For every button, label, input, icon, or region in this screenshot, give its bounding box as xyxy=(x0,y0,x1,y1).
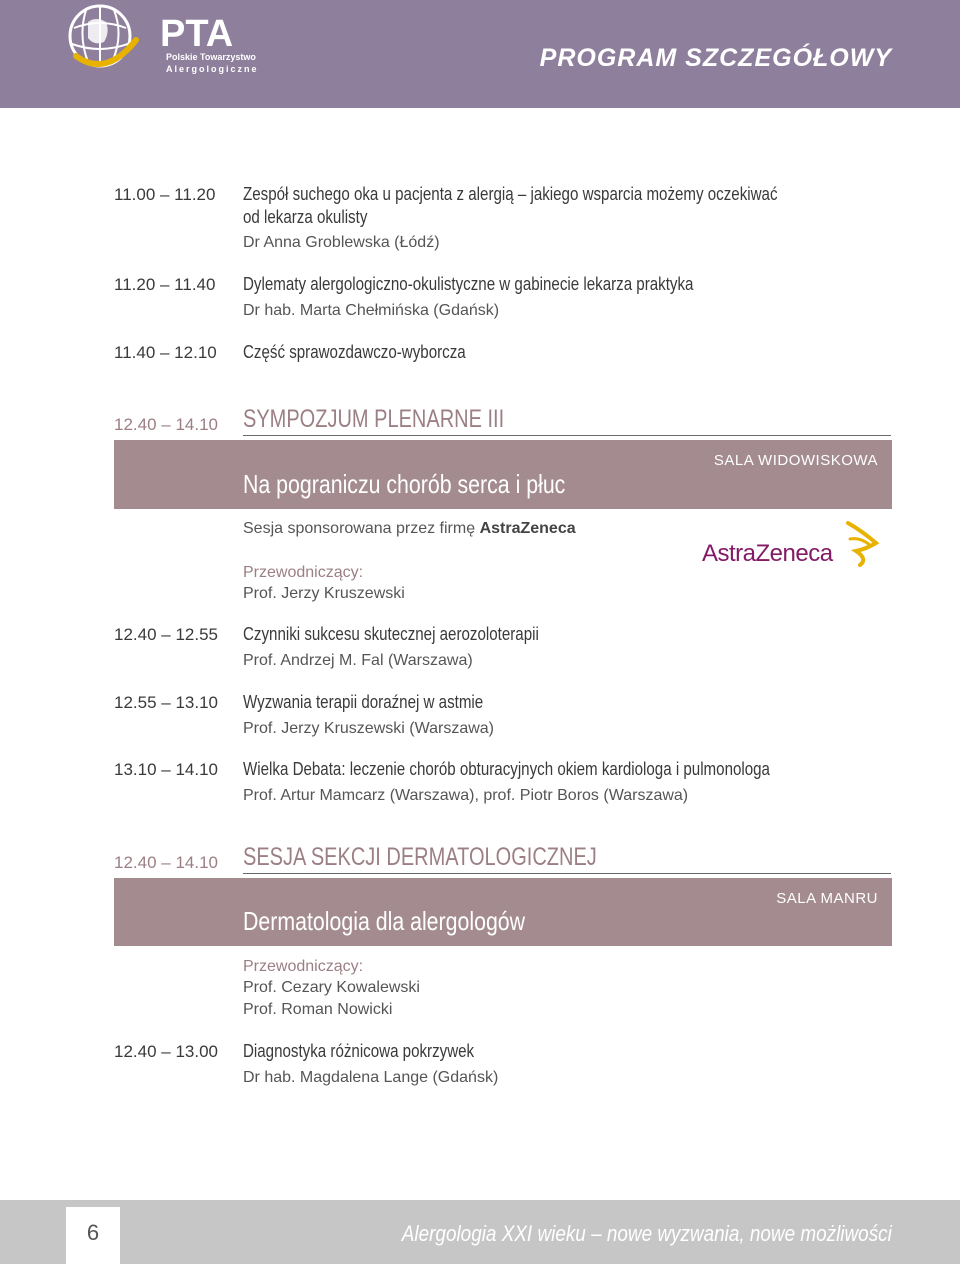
derm-session-heading: SESJA SEKCJI DERMATOLOGICZNEJ xyxy=(243,843,597,871)
talk-title: Wyzwania terapii doraźnej w astmie xyxy=(243,692,484,712)
page-number: 6 xyxy=(86,1220,100,1245)
band-title: Na pograniczu chorób serca i płuc xyxy=(243,469,566,499)
chair-label: Przewodniczący: xyxy=(243,958,364,975)
divider xyxy=(243,435,891,436)
sponsor-note xyxy=(243,520,576,538)
pta-logo xyxy=(66,0,266,80)
section-title: PROGRAM SZCZEGÓŁOWY xyxy=(539,44,892,72)
talk-title: Diagnostyka różnicowa pokrzywek xyxy=(243,1041,475,1061)
session-band xyxy=(114,440,892,509)
chair-label: Przewodniczący: xyxy=(243,564,364,581)
chair-name: Prof. Cezary Kowalewski xyxy=(243,979,420,996)
astrazeneca-logo xyxy=(700,515,882,567)
divider xyxy=(243,873,891,874)
room-label: SALA MANRU xyxy=(776,890,878,907)
talk-time: 12.55 – 13.10 xyxy=(114,693,218,712)
logo-line2: Alergologiczne xyxy=(166,64,259,74)
session-title: Część sprawozdawczo-wyborcza xyxy=(243,342,466,362)
talk-title: Czynniki sukcesu skutecznej aerozoloterapii xyxy=(243,624,539,644)
talk-time: 12.40 – 13.00 xyxy=(114,1042,218,1061)
sponsor-name: AstraZeneca xyxy=(479,520,576,537)
session-time: 11.20 – 11.40 xyxy=(114,275,216,294)
room-label: SALA WIDOWISKOWA xyxy=(713,452,878,469)
talk-speaker: Dr hab. Magdalena Lange (Gdańsk) xyxy=(243,1069,499,1086)
logo-abbr: PTA xyxy=(160,13,234,55)
globe-icon xyxy=(70,6,136,66)
talk-speaker: Prof. Andrzej M. Fal (Warszawa) xyxy=(243,652,473,669)
session-title-line-2: od lekarza okulisty xyxy=(243,207,368,227)
session-speaker: Dr hab. Marta Chełmińska (Gdańsk) xyxy=(243,302,500,319)
session-band xyxy=(114,878,892,946)
derm-session-time: 12.40 – 14.10 xyxy=(114,853,218,872)
talk-speaker: Prof. Artur Mamcarz (Warszawa), prof. Piotr Boros (Warszawa) xyxy=(243,787,689,804)
band-title: Dermatologia dla alergologów xyxy=(243,906,526,936)
talk-time: 12.40 – 12.55 xyxy=(114,625,218,644)
symposium-time: 12.40 – 14.10 xyxy=(114,415,218,434)
symposium-heading: SYMPOZJUM PLENARNE III xyxy=(243,405,505,433)
chair-name: Prof. Jerzy Kruszewski xyxy=(243,585,405,602)
session-speaker: Dr Anna Groblewska (Łódź) xyxy=(243,234,440,251)
talk-speaker: Prof. Jerzy Kruszewski (Warszawa) xyxy=(243,720,494,737)
sponsor-prefix: Sesja sponsorowana przez firmę xyxy=(243,520,476,537)
footer-text: Alergologia XXI wieku – nowe wyzwania, nowe możliwości xyxy=(401,1221,892,1246)
astrazeneca-logo-text: AstraZeneca xyxy=(702,540,833,567)
session-time: 11.00 – 11.20 xyxy=(114,185,216,204)
talk-title: Wielka Debata: leczenie chorób obturacyjnych okiem kardiologa i pulmonologa xyxy=(243,759,770,779)
chair-name: Prof. Roman Nowicki xyxy=(243,1001,393,1018)
talk-time: 13.10 – 14.10 xyxy=(114,760,218,779)
session-title-line-1: Zespół suchego oka u pacjenta z alergią – jakiego wsparcia możemy oczekiwać xyxy=(243,184,778,204)
session-time: 11.40 – 12.10 xyxy=(114,343,217,362)
session-title: Dylematy alergologiczno-okulistyczne w gabinecie lekarza praktyka xyxy=(243,274,694,294)
astrazeneca-symbol-icon xyxy=(848,523,876,565)
logo-line1: Polskie Towarzystwo xyxy=(166,52,256,62)
